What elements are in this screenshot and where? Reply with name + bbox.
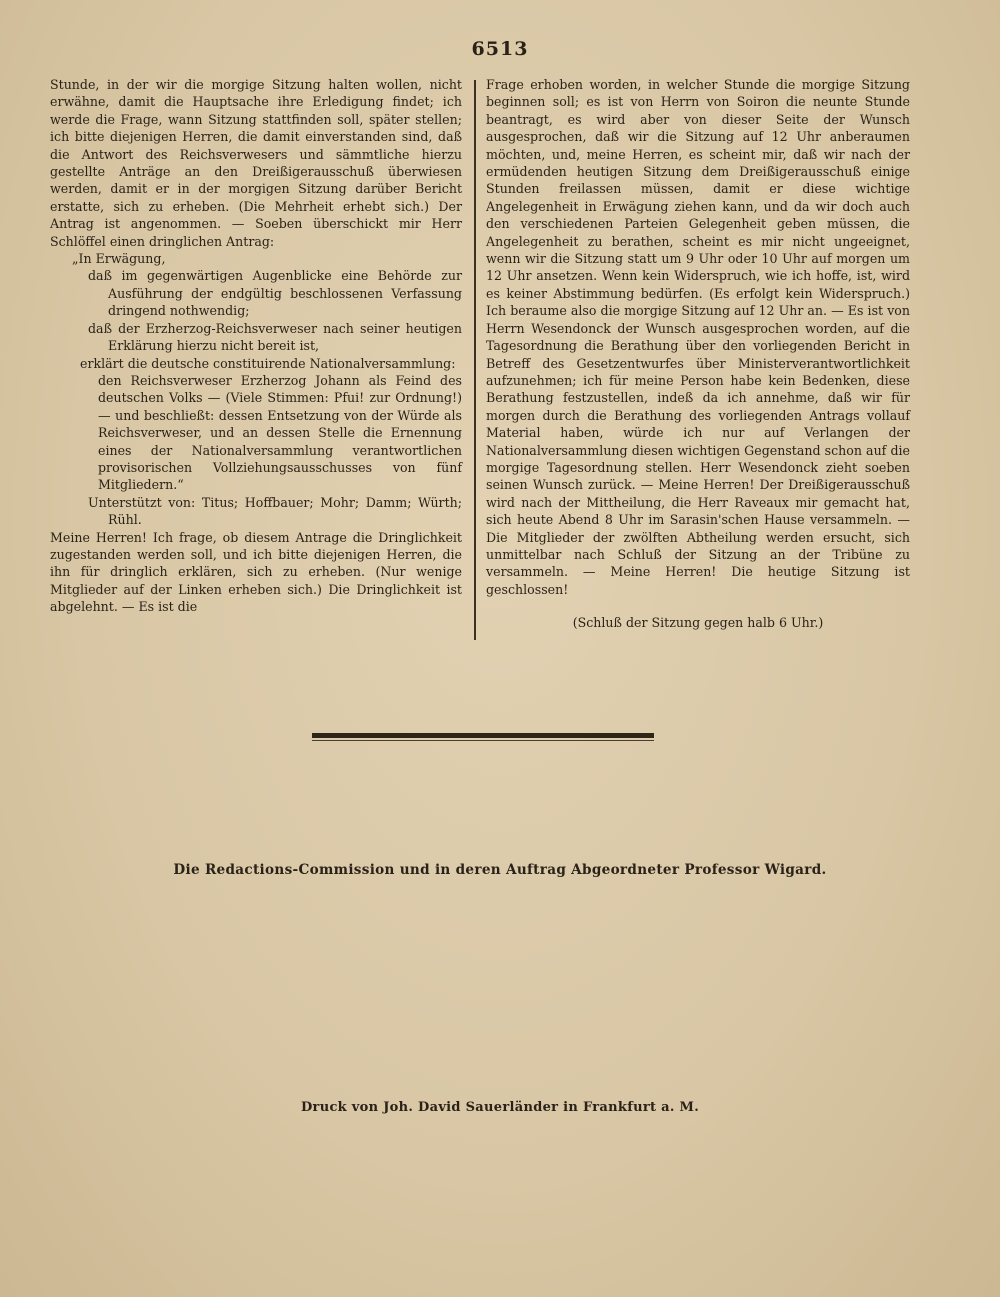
right-paragraph-1: Frage erhoben worden, in welcher Stunde die morgige Sitzung beginnen soll; es ist von Herrn von Soiron die neunte Stunde beantragt, es wird aber von dieser Seite der Wunsch ausgesprochen, daß wir die Sitzung auf 12 Uhr anberaumen möchten, und, meine Herren, es scheint mir, daß wir nach der ermüdenden heutigen Sitzung dem Dreißigerausschuß einige Stunden freilassen müssen, damit er diese wichtige Angelegenheit in Erwägung ziehen kann, und da wir doch auch den verschiedenen Parteien Gelegenheit geben müssen, die Angelegenheit zu berathen, scheint es mir nicht ungeeignet, wenn wir die Sitzung statt um 9 Uhr oder 10 Uhr auf morgen um 12 Uhr ansetzen. Wenn kein Widerspruch, wie ich hoffe, ist, wird es keiner Abstimmung bedürfen. (Es erfolgt kein Widerspruch.) Ich beraume also die morgige Sitzung auf 12 Uhr an. — Es ist von Herrn Wesendonck der Wunsch ausgesprochen worden, auf die Tagesordnung die Berathung über den vorliegenden Bericht in Betreff des Gesetzentwurfes über Ministerverantwortlichkeit aufzunehmen; ich für meine Person habe kein Bedenken, diese Berathung festzustellen, indeß da ich annehme, daß wir für morgen durch die Berathung des vorliegenden Antrags vollauf Material haben, würde ich nur auf Verlangen der Nationalversammlung diesen wichtigen Gegenstand schon auf die morgige Tagesordnung stellen. Herr Wesendonck zieht soeben seinen Wunsch zurück. — Meine Herren! Der Dreißigerausschuß wird nach der Mittheilung, die Herr Raveaux mir gemacht hat, sich heute Abend 8 Uhr im Sarasin'schen Hause versammeln. — Die Mitglieder der zwölften Abtheilung werden ersucht, sich unmittelbar nach Schluß der Sitzung an der Tribüne zu versammeln. — Meine Herren! Die heutige Sitzung ist geschlossen! — [486, 77, 910, 597]
right-column — [486, 76, 910, 632]
column-divider — [474, 80, 476, 640]
motion-preamble: „In Erwägung, — [72, 251, 166, 267]
left-column — [50, 76, 462, 616]
motion-body: den Reichsverweser Erzherzog Johann als Feind des deutschen Volks — (Viele Stimmen: Pfui! zur Ordnung!) — und beschließt: dessen Entsetzung von der Würde als Reichsverweser, und an dessen Stelle die Ernennung eines der Nationalversammlung verantwortlichen provisorischen Vollziehungsausschusses von fünf Mitgliedern.“ — [98, 372, 462, 493]
printer-imprint: Druck von Joh. David Sauerländer in Frankfurt a. M. — [300, 1100, 700, 1115]
left-paragraph-1: Stunde, in der wir die morgige Sitzung halten wollen, nicht erwähne, damit die Hauptsache ihre Erledigung findet; ich werde die Frage, wann Sitzung stattfinden soll, später stellen; ich bitte diejenigen Herren, die damit einverstanden sind, daß die Antwort des Reichsverwesers und sämmtliche hierzu gestellte Anträge an den Dreißigerausschuß überwiesen werden, damit er in der morgigen Sitzung darüber Bericht erstatte, sich zu erheben. (Die Mehrheit erhebt sich.) Der Antrag ist angenommen. — Soeben überschickt mir Herr Schlöffel einen dringlichen Antrag: — [50, 77, 462, 249]
motion-declaration: erklärt die deutsche constituirende Nationalversammlung: — [80, 355, 456, 371]
motion-supporters: Unterstützt von: Titus; Hoffbauer; Mohr; Damm; Würth; Rühl. — [88, 494, 462, 528]
page-number: 6513 — [471, 38, 529, 60]
session-closing-note: (Schluß der Sitzung gegen halb 6 Uhr.) — [572, 615, 824, 631]
motion-clause-2: daß der Erzherzog-Reichsverweser nach seiner heutigen Erklärung hierzu nicht bereit ist, — [88, 320, 462, 354]
editorial-credit: Die Redactions-Commission und in deren Auftrag Abgeordneter Professor Wigard. — [173, 862, 827, 878]
motion-clause-1: daß im gegenwärtigen Augenblicke eine Behörde zur Ausführung der endgültig beschlossenen Verfassung dringend nothwendig; — [88, 268, 462, 319]
section-rule — [312, 733, 654, 738]
left-paragraph-2: Meine Herren! Ich frage, ob diesem Antrage die Dringlichkeit zugestanden werden soll, und ich bitte diejenigen Herren, die ihn für dringlich erklären, sich zu erheben. (Nur wenige Mitglieder auf der Linken erheben sich.) Die Dringlichkeit ist abgelehnt. — Es ist die — [50, 529, 462, 615]
